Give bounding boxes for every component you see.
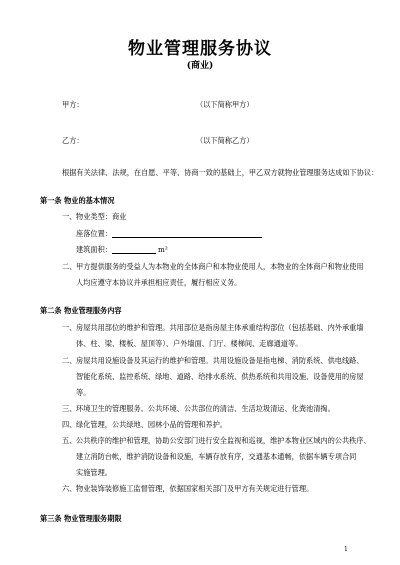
- intro-paragraph: 根据有关法律、法规，在自愿、平等、协商一致的基础上，甲乙双方就物业管理服务达成如下协议：: [62, 168, 379, 177]
- area-label: 建筑面积：: [76, 245, 112, 254]
- article2-item-line: 房屋共用部位的维护和管理。共用部位是指房屋主体承重结构部位（包括基础、内外承重墙: [76, 323, 364, 332]
- article2-item-line: 公共秩序的维护和管理，协助公安部门进行安全监视和巡视，维护本物业区域内的公共秩序、: [76, 436, 371, 445]
- article2-item-line: 智能化系统、监控系统、绿地、道路、给排水系统、供热系统和共用设施、设备使用的房屋: [76, 372, 364, 381]
- location-blank-line: [112, 237, 262, 238]
- article2-item-line: 房屋共用设施设备及其运行的维护和管理。共用设施设备是指电梯、消防系统、供电线路、: [76, 356, 364, 365]
- article2-item-label: 三、: [62, 404, 77, 413]
- party-a-note: （以下简称甲方）: [196, 100, 254, 109]
- party-b-note: （以下简称乙方）: [196, 136, 254, 145]
- article1-item2-line: 人均应遵守本协议并承担相应责任，履行相应义务。: [76, 278, 242, 287]
- article1-item2-line: 甲方提供服务的受益人为本物业的全体商户和本物业使用人，本物业的全体商户和物业使用: [76, 262, 364, 271]
- document-subtitle: (商业): [186, 61, 214, 71]
- party-b-label: 乙方：: [62, 136, 84, 145]
- article1-heading: 第一条 物业的基本情况: [40, 196, 115, 205]
- article2-item-label: 六、: [62, 484, 77, 493]
- article1-item2-label: 二、: [62, 262, 77, 271]
- article2-item-line: 环境卫生的管理服务。公共环境、公共部位的清洁、生活垃圾清运、化粪池清掏。: [76, 404, 335, 413]
- location-label: 座落位置：: [76, 229, 112, 238]
- article2-item-label: 一、: [62, 323, 77, 332]
- article2-item-label: 四、: [62, 420, 77, 429]
- area-blank-line: [112, 253, 156, 254]
- document-title: 物业管理服务协议: [128, 39, 272, 59]
- party-a-label: 甲方：: [62, 100, 84, 109]
- area-unit: m²: [158, 245, 168, 254]
- article2-item-label: 五、: [62, 436, 77, 445]
- article2-item-line: 实施管理。: [76, 468, 112, 477]
- article1-property-type: 物业类型：商业: [76, 212, 127, 221]
- article2-item-line: 绿化管理，公共绿地、园林小品的管理和养护。: [76, 420, 227, 429]
- article2-item-line: 建立消防台帐，维护消防设备和设施，车辆存放有序，交通基本通畅，依据车辆专项合同: [76, 452, 357, 461]
- article2-item-line: 体、柱、梁、楼板、屋顶等）、户外墙面、门厅、楼梯间、走廊通道等。: [76, 339, 303, 348]
- article2-item-line: 物业装饰装修施工监督管理，依据国家相关部门及甲方有关规定进行管理。: [76, 484, 314, 493]
- article2-heading: 第二条 物业管理服务内容: [40, 306, 122, 315]
- article1-item1-label: 一、: [62, 212, 77, 221]
- page-number: 1: [344, 546, 348, 553]
- article3-heading: 第三条 物业管理服务期限: [40, 514, 122, 523]
- article2-item-label: 二、: [62, 356, 77, 365]
- article2-item-line: 等。: [76, 388, 91, 397]
